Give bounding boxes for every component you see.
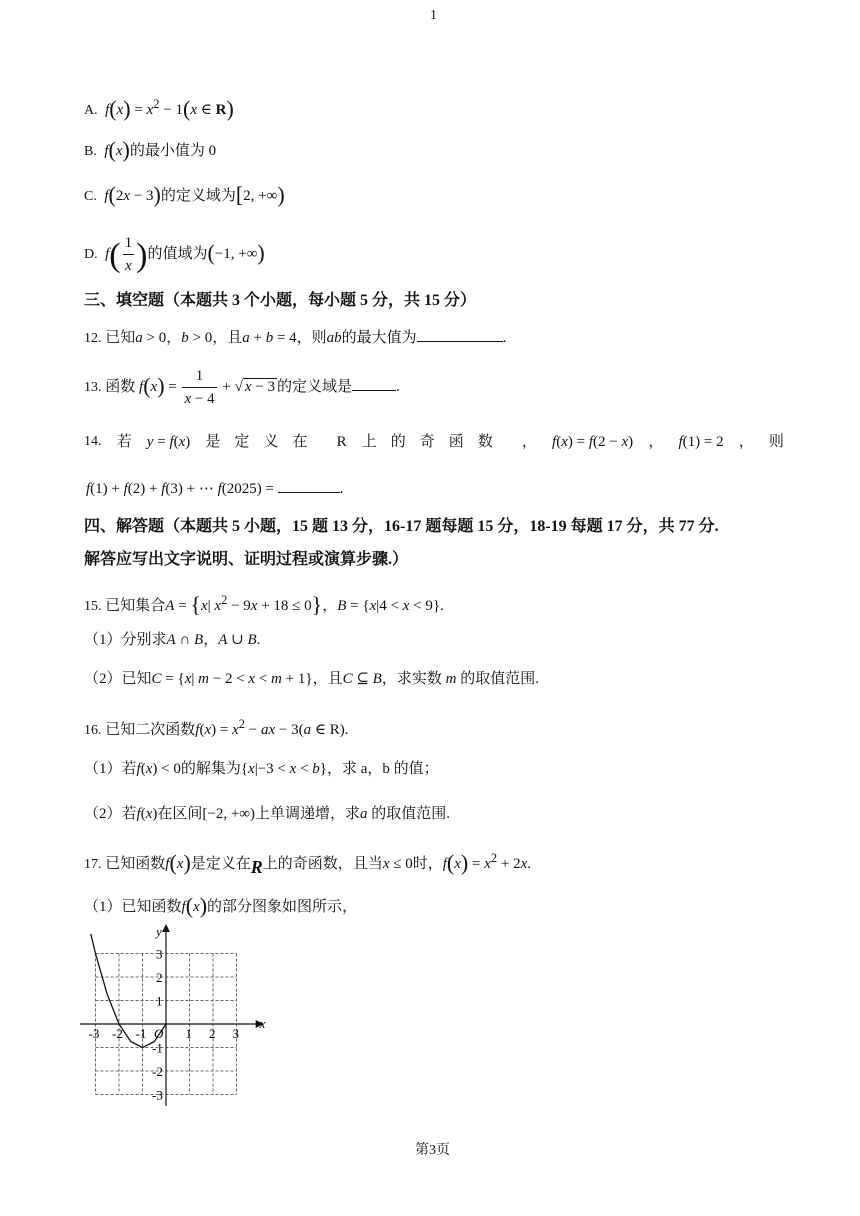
q12-text-a: 已知: [105, 330, 136, 346]
q14-number: 14.: [84, 434, 102, 449]
question-17-part1: （1）已知函数f(x)的部分图象如图所示，: [84, 893, 358, 918]
option-c-text: 的定义域为: [160, 188, 236, 204]
q16-2-text-d: 的取值范围.: [371, 806, 451, 822]
origin-label: O: [154, 1026, 164, 1041]
q17-text-b: 是定义在: [190, 856, 251, 872]
q15-2-text-b: ，且: [312, 671, 343, 687]
question-17: 17. 已知函数f(x)是定义在R上的奇函数，且当x ≤ 0时，$f(x) = x^2 + 2x$.: [84, 850, 532, 877]
q14-text-b: 是定义在: [205, 434, 322, 450]
question-15-part2: （2）已知C = {x| m − 2 < x < m + 1}，且C ⊆ B，求实数 m 的取值范围.: [84, 671, 539, 687]
q14-text-a: 若: [116, 434, 132, 450]
q16-2-text-c: 上单调递增，求: [254, 806, 360, 822]
function-graph: [76, 922, 276, 1108]
y-axis-label: y: [156, 924, 162, 939]
page-number-top: 1: [430, 8, 437, 23]
q16-2-text-b: 在区间: [157, 806, 203, 822]
question-16-part2: （2）若f(x)在区间[−2, +∞)上单调递增，求a 的取值范围.: [84, 806, 451, 822]
q17-number: 17.: [84, 857, 102, 872]
y-tick-label: -1: [152, 1040, 163, 1056]
q12-answer-blank[interactable]: [417, 327, 503, 342]
option-d-label: D.: [84, 246, 98, 262]
question-15-part1: （1）分别求A ∩ B，A ∪ B.: [84, 632, 261, 648]
q12-text-c: ，则: [296, 330, 327, 346]
q16-number: 16.: [84, 723, 102, 738]
question-16: 16. 已知二次函数$f(x) = x^2$ − ax − 3(a ∈ R).: [84, 717, 349, 738]
q17-text-d: 时，: [412, 856, 443, 872]
x-axis-label: x: [259, 1016, 266, 1031]
q13-text-a: 函数: [105, 378, 136, 395]
q15-2-text-c: ，求实数: [381, 671, 442, 687]
option-b-label: B.: [84, 144, 97, 159]
option-b: B. f(x)的最小值为 0: [84, 137, 217, 162]
x-tick-label: 1: [185, 1026, 192, 1041]
x-tick-label: -2: [112, 1026, 123, 1041]
option-a-label: A.: [84, 103, 98, 118]
y-axis-arrow: [162, 924, 170, 932]
y-tick-label: -3: [152, 1087, 163, 1103]
q16-1-label: （1）若: [84, 761, 137, 777]
y-tick-label: 2: [156, 970, 163, 985]
q17-1-label: （1）已知函数: [84, 899, 182, 915]
q15-text: 已知集合: [105, 598, 166, 614]
q17-1-text-b: 的部分图象如图所示，: [207, 899, 358, 915]
q15-2-text-d: 的取值范围.: [460, 671, 539, 687]
option-c: C. f(2x − 3)的定义域为[2, +∞): [84, 182, 285, 207]
option-c-label: C.: [84, 189, 97, 204]
q16-1-text-c: ，求 a，b 的值；: [326, 761, 439, 777]
question-14-line2: f(1) + f(2) + f(3) + ⋯ f(2025) = .: [86, 478, 344, 499]
q14-text-d: 则: [768, 434, 784, 450]
q16-text: 已知二次函数: [105, 722, 196, 738]
question-12: 12. 已知a > 0，b > 0，且a + b = 4，则ab的最大值为 .: [84, 327, 506, 349]
question-16-part1: （1）若f(x) < 0的解集为{x|−3 < x < b}，求 a，b 的值；: [84, 761, 439, 777]
q16-2-label: （2）若: [84, 806, 137, 822]
q12-text-d: 的最大值为: [341, 330, 417, 346]
q13-number: 13.: [84, 379, 102, 395]
q13-text-b: 的定义域是: [276, 378, 352, 395]
q15-1-label: （1）分别求: [84, 632, 167, 648]
x-tick-label: -3: [88, 1026, 100, 1041]
option-d: D. f( $\frac{1}{x}$ )的值域为(−1, +∞): [84, 235, 265, 274]
section3-title: 三、填空题（本题共 3 个小题，每小题 5 分，共 15 分）: [84, 292, 477, 309]
x-tick-label: 2: [209, 1026, 216, 1041]
q14-answer-blank[interactable]: [278, 478, 340, 493]
x-tick-label: 3: [232, 1026, 239, 1041]
q14-text-c: 上的奇函数: [361, 434, 507, 450]
section4-title-line2: 解答应写出文字说明、证明过程或演算步骤.）: [84, 551, 409, 568]
q15-2-label: （2）已知: [84, 671, 152, 687]
y-tick-label: -2: [152, 1064, 163, 1079]
question-14-line1: 14. 若 y = f(x) 是定义在 R 上的奇函数 ， f(x) = f(2 − x) ， f(1) = 2 ， 则: [84, 434, 784, 450]
q12-number: 12.: [84, 331, 102, 346]
y-tick-label: 1: [156, 993, 163, 1009]
question-13: 13. 函数 f(x) = $\frac{1}{x - 4}$ + √ x − 3 的定义域是 .: [84, 368, 400, 407]
q15-number: 15.: [84, 599, 102, 614]
q17-text-a: 已知函数: [105, 856, 166, 872]
q13-answer-blank[interactable]: [352, 376, 396, 391]
option-d-text: 的值域为: [147, 245, 208, 262]
y-tick-label: 3: [156, 946, 163, 962]
page-footer: 第3页: [415, 1143, 450, 1158]
question-15: 15. 已知集合A = {x| $x^2 - 9x + 18 \le 0$}，B = {x|4 < x < 9}.: [84, 592, 444, 617]
option-a: A. $f(x) = x^2 - 1(x$ ∈ R): [84, 96, 234, 121]
option-b-text: 的最小值为 0: [129, 143, 217, 159]
x-tick-label: -1: [135, 1026, 147, 1041]
q17-text-c: 上的奇函数，且当: [262, 856, 383, 872]
section4-title-line1: 四、解答题（本题共 5 小题，15 题 13 分，16-17 题每题 15 分，18-19 每题 17 分，共 77 分.: [84, 518, 719, 535]
q16-1-text-b: 的解集为: [180, 761, 241, 777]
q12-text-b: ，且: [212, 330, 243, 346]
